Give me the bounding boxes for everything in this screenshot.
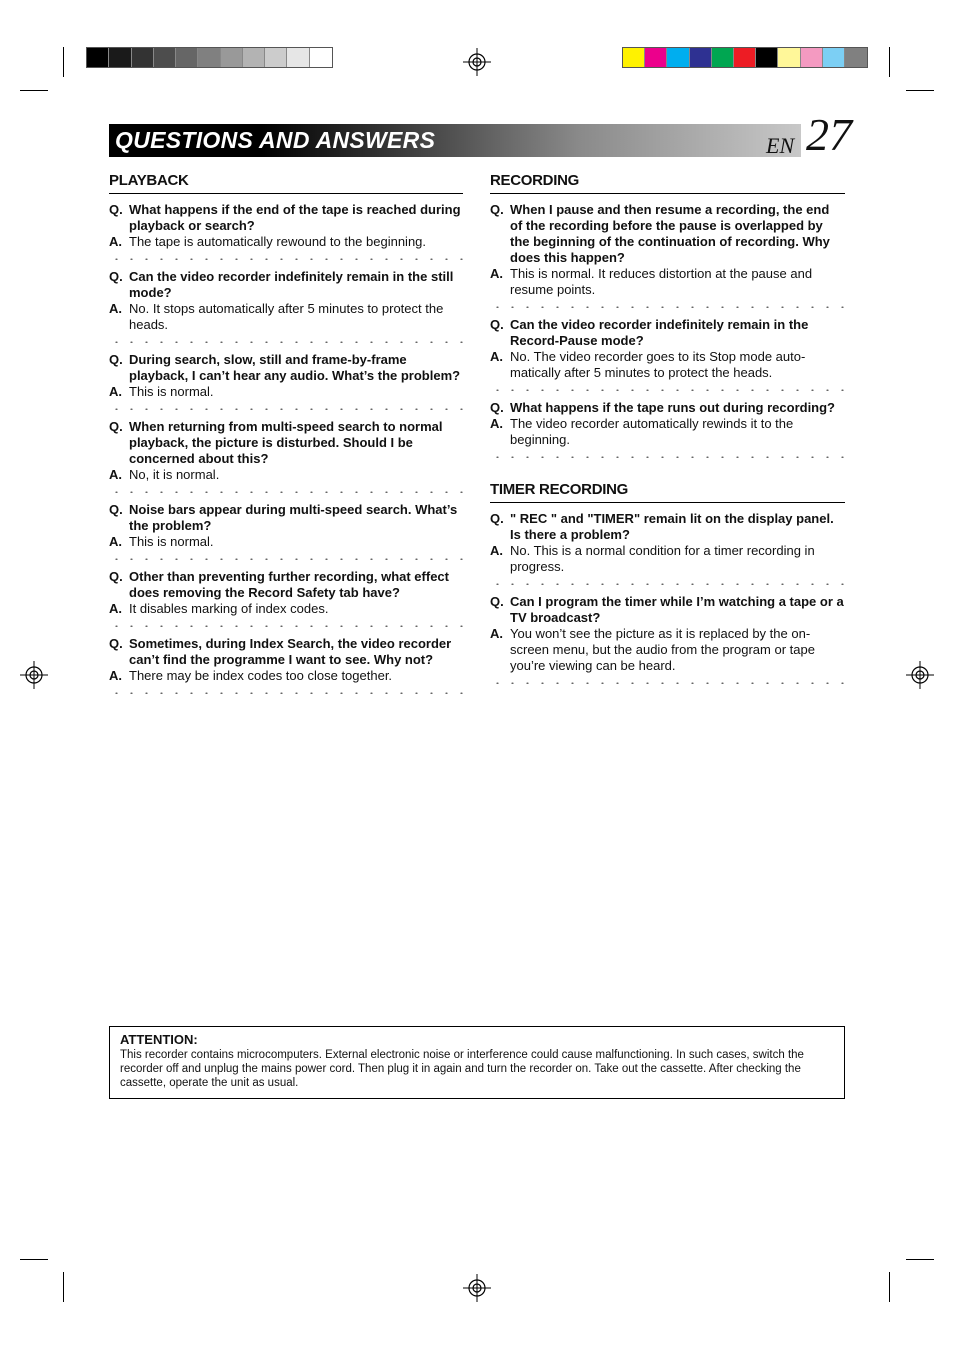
color-swatch: [154, 48, 176, 67]
answer: [490, 416, 845, 448]
attention-title: ATTENTION:: [120, 1032, 198, 1047]
answer-label: A.: [490, 626, 503, 641]
left-column: [109, 172, 463, 703]
crop-mark: [889, 1272, 890, 1302]
color-swatch: [221, 48, 243, 67]
crop-mark: [63, 1272, 64, 1302]
question-text: What happens if the end of the tape is reached during playback or search?: [129, 202, 461, 233]
question-text: Can the video recorder indefinitely remain in the Record-Pause mode?: [510, 317, 809, 348]
question-text: During search, slow, still and frame-by-frame playback, I can’t hear any audio. What’s the problem?: [129, 352, 461, 383]
question: [490, 511, 845, 543]
color-swatch: [310, 48, 332, 67]
question: [109, 636, 463, 668]
answer-text: No. It stops automatically after 5 minutes to protect the heads.: [129, 301, 444, 332]
question-label: Q.: [109, 202, 123, 217]
qa-item: [109, 269, 463, 333]
answer-text: You won’t see the picture as it is replaced by the on-screen menu, but the audio from the program or tape you’re viewing can be heard.: [510, 626, 815, 673]
color-swatch: [198, 48, 220, 67]
crop-mark: [889, 47, 890, 77]
dotted-separator: [109, 408, 463, 410]
answer: [490, 349, 845, 381]
dotted-separator: [490, 389, 845, 391]
question-text: " REC " and "TIMER" remain lit on the display panel. Is there a problem?: [510, 511, 834, 542]
answer-label: A.: [109, 234, 122, 249]
section-title-timer-recording: TIMER RECORDING: [490, 481, 845, 503]
dotted-separator: [490, 306, 845, 308]
answer: [490, 626, 845, 674]
color-swatch: [667, 48, 689, 67]
question-text: When returning from multi-speed search to normal playback, the picture is disturbed. Should I be concerned about this?: [129, 419, 443, 466]
question-text: Noise bars appear during multi-speed search. What’s the problem?: [129, 502, 458, 533]
question-label: Q.: [109, 636, 123, 651]
qa-item: [490, 317, 845, 381]
color-swatch: [756, 48, 778, 67]
right-column: [490, 172, 845, 693]
dotted-separator: [490, 456, 845, 458]
answer-text: No, it is normal.: [129, 467, 220, 482]
color-swatch: [734, 48, 756, 67]
question-label: Q.: [490, 317, 504, 332]
qa-item: [109, 502, 463, 550]
answer-label: A.: [109, 534, 122, 549]
qa-item: [490, 400, 845, 448]
question-text: Sometimes, during Index Search, the video recorder can’t find the programme I want to see. Why not?: [129, 636, 452, 667]
answer-text: It disables marking of index codes.: [129, 601, 329, 616]
dotted-separator: [109, 258, 463, 260]
color-swatch: [623, 48, 645, 67]
answer-label: A.: [490, 543, 503, 558]
answer: [109, 601, 463, 617]
answer-text: There may be index codes too close together.: [129, 668, 393, 683]
question-label: Q.: [490, 594, 504, 609]
answer: [109, 234, 463, 250]
section-title-playback: PLAYBACK: [109, 172, 463, 194]
question-text: Can I program the timer while I’m watching a tape or a TV broadcast?: [510, 594, 844, 625]
qa-item: [109, 636, 463, 684]
question-label: Q.: [490, 400, 504, 415]
answer: [109, 534, 463, 550]
header-banner: [109, 124, 801, 157]
dotted-separator: [109, 558, 463, 560]
answer-label: A.: [109, 384, 122, 399]
dotted-separator: [109, 692, 463, 694]
playback-qa-list: [109, 202, 463, 694]
answer-label: A.: [109, 668, 122, 683]
registration-mark-icon: [463, 48, 491, 76]
answer: [109, 384, 463, 400]
question: [109, 502, 463, 534]
qa-item: [490, 202, 845, 298]
qa-item: [109, 419, 463, 483]
question-text: Can the video recorder indefinitely remain in the still mode?: [129, 269, 454, 300]
section-title-recording: RECORDING: [490, 172, 845, 194]
language-code: EN: [766, 133, 795, 158]
question-label: Q.: [490, 511, 504, 526]
question: [490, 400, 845, 416]
color-swatch: [845, 48, 867, 67]
answer: [490, 266, 845, 298]
registration-mark-icon: [463, 1274, 491, 1302]
question: [109, 569, 463, 601]
question: [109, 269, 463, 301]
color-swatch: [778, 48, 800, 67]
dotted-separator: [490, 583, 845, 585]
color-swatch: [87, 48, 109, 67]
answer: [109, 467, 463, 483]
crop-mark: [63, 47, 64, 77]
dotted-separator: [490, 682, 845, 684]
answer-label: A.: [490, 349, 503, 364]
qa-item: [490, 594, 845, 674]
answer-label: A.: [109, 467, 122, 482]
qa-item: [490, 511, 845, 575]
page-title: QUESTIONS AND ANSWERS: [115, 127, 436, 153]
color-swatch: [132, 48, 154, 67]
answer-label: A.: [490, 416, 503, 431]
color-swatch: [265, 48, 287, 67]
question: [490, 317, 845, 349]
question: [109, 202, 463, 234]
attention-box: [109, 1026, 845, 1099]
qa-item: [109, 352, 463, 400]
question-text: What happens if the tape runs out during recording?: [510, 400, 835, 415]
question: [490, 594, 845, 626]
color-calibration-bar: [622, 47, 868, 68]
crop-mark: [906, 90, 934, 91]
crop-mark: [20, 1259, 48, 1260]
color-swatch: [176, 48, 198, 67]
question-label: Q.: [109, 269, 123, 284]
qa-item: [109, 202, 463, 250]
timer-recording-qa-list: [490, 511, 845, 684]
color-swatch: [690, 48, 712, 67]
answer-label: A.: [490, 266, 503, 281]
answer-text: No. This is a normal condition for a timer recording in progress.: [510, 543, 815, 574]
color-swatch: [823, 48, 845, 67]
recording-qa-list: [490, 202, 845, 458]
answer: [490, 543, 845, 575]
dotted-separator: [109, 625, 463, 627]
question: [490, 202, 845, 266]
page-number: 27: [806, 109, 852, 160]
answer-text: No. The video recorder goes to its Stop mode auto-matically after 5 minutes to protect the heads.: [510, 349, 806, 380]
answer: [109, 668, 463, 684]
answer-text: This is normal. It reduces distortion at the pause and resume points.: [510, 266, 813, 297]
qa-item: [109, 569, 463, 617]
answer: [109, 301, 463, 333]
answer-text: This is normal.: [129, 384, 214, 399]
question-text: Other than preventing further recording, what effect does removing the Record Safety tab have?: [129, 569, 449, 600]
question: [109, 419, 463, 467]
answer-text: This is normal.: [129, 534, 214, 549]
color-swatch: [645, 48, 667, 67]
attention-body: This recorder contains microcomputers. External electronic noise or interference could cause malfunctioning. In such cases, switch the recorder off and unplug the mains power cord. Then plug it in again and turn the recorder on. Take out the cassette. After checking the cassette, operate the unit as usual.: [120, 1049, 804, 1089]
question-label: Q.: [109, 502, 123, 517]
question-label: Q.: [109, 419, 123, 434]
color-swatch: [109, 48, 131, 67]
registration-mark-icon: [906, 661, 934, 689]
dotted-separator: [109, 341, 463, 343]
color-swatch: [243, 48, 265, 67]
color-swatch: [801, 48, 823, 67]
answer-text: The video recorder automatically rewinds it to the beginning.: [510, 416, 794, 447]
question-text: When I pause and then resume a recording, the end of the recording before the pause is overlapped by the beginning of the continuation of recording. Why does this happen?: [510, 202, 830, 265]
answer-text: The tape is automatically rewound to the beginning.: [129, 234, 427, 249]
crop-mark: [906, 1259, 934, 1260]
question-label: Q.: [109, 569, 123, 584]
question: [109, 352, 463, 384]
crop-mark: [20, 90, 48, 91]
color-swatch: [712, 48, 734, 67]
color-swatch: [287, 48, 309, 67]
registration-mark-icon: [20, 661, 48, 689]
dotted-separator: [109, 491, 463, 493]
grayscale-calibration-bar: [86, 47, 333, 68]
answer-label: A.: [109, 601, 122, 616]
answer-label: A.: [109, 301, 122, 316]
question-label: Q.: [490, 202, 504, 217]
question-label: Q.: [109, 352, 123, 367]
